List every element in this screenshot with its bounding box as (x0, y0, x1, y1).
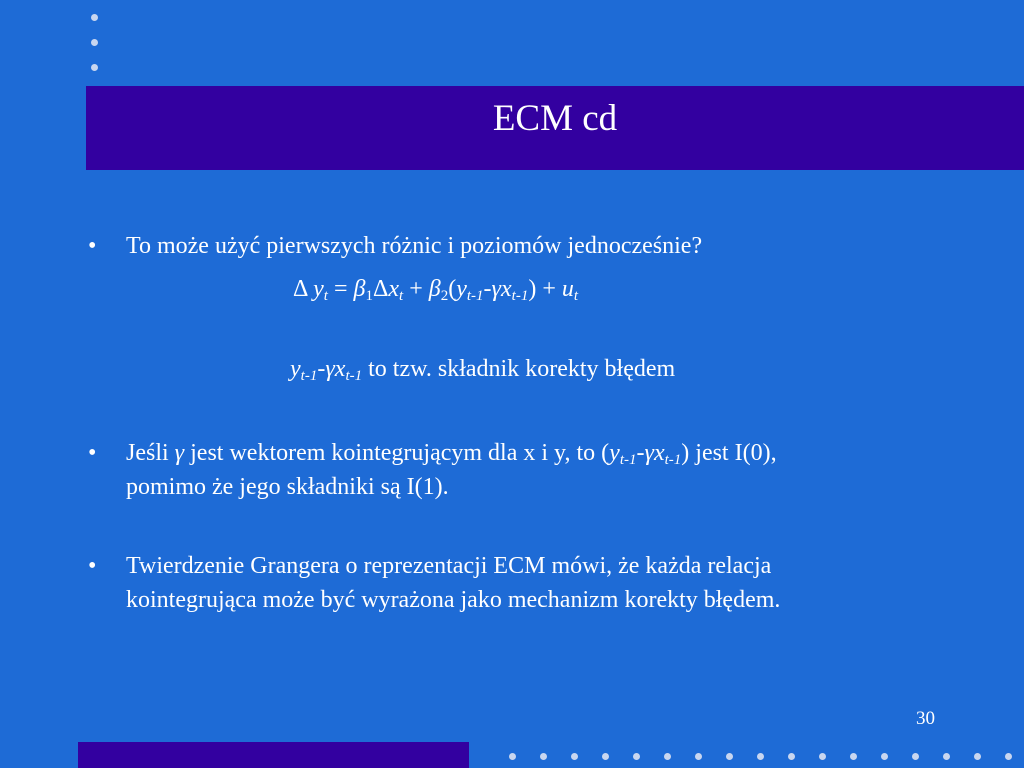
formula-subscript: t-1 (511, 288, 529, 304)
formula-subscript: t-1 (300, 368, 318, 384)
footer-bar (78, 742, 469, 768)
formula-subscript: 1 (365, 288, 373, 304)
formula-symbol: β (353, 276, 366, 302)
formula-symbol: y (456, 276, 467, 302)
bullet-marker: • (88, 440, 97, 466)
formula-symbol: u (561, 276, 574, 302)
formula-symbol: γ (491, 276, 501, 302)
decorative-dot (974, 753, 981, 760)
decorative-dot (540, 753, 547, 760)
decorative-dot (571, 753, 578, 760)
bullet-text: jest wektorem kointegrującym dla x i y, to ( (184, 440, 610, 466)
bullet-1-text: To może użyć pierwszych różnic i poziomów jednocześnie? (126, 233, 703, 259)
formula-symbol: y (609, 440, 620, 466)
formula-symbol: γ (174, 440, 185, 466)
formula-subscript: t (573, 288, 579, 304)
decorative-dot (1005, 753, 1012, 760)
formula-subscript: 2 (440, 288, 449, 304)
formula-symbol: - (636, 440, 645, 466)
bullet-2-line-2: pomimo że jego składniki są I(1). (126, 474, 449, 500)
decorative-dot (912, 753, 919, 760)
formula-symbol: = (327, 276, 354, 302)
decorative-dot (757, 753, 764, 760)
decorative-dot (850, 753, 857, 760)
decorative-dot (664, 753, 671, 760)
formula-symbol: x (334, 356, 346, 382)
bullet-3-line-2: kointegrująca może być wyrażona jako mechanizm korekty błędem. (126, 587, 781, 613)
decorative-dot (943, 753, 950, 760)
formula-subscript: t (323, 288, 328, 304)
formula-symbol: y (290, 356, 301, 382)
decorative-dot (726, 753, 733, 760)
decorative-dot (695, 753, 702, 760)
error-correction-term (290, 356, 675, 383)
formula-symbol: ) (528, 276, 537, 302)
bullet-3-line-1: Twierdzenie Grangera o reprezentacji ECM mówi, że każda relacja (126, 553, 772, 579)
formula-subscript: t-1 (664, 452, 682, 468)
formula-subscript: t (399, 288, 404, 304)
decorative-dot (881, 753, 888, 760)
formula-symbol: - (317, 356, 326, 382)
formula-symbol: γ (644, 440, 654, 466)
decorative-dot (602, 753, 609, 760)
formula-symbol: γ (325, 356, 335, 382)
decorative-dot (509, 753, 516, 760)
formula-symbol: Δ (293, 276, 308, 302)
formula-symbol: - (483, 276, 492, 302)
formula-symbol: + (403, 276, 429, 302)
formula-symbol: y (313, 276, 324, 302)
ecm-formula (293, 276, 578, 303)
formula-symbol: x (388, 276, 400, 302)
formula-subscript: t-1 (466, 288, 484, 304)
formula-symbol: β (428, 276, 441, 302)
slide-title: ECM cd (492, 97, 618, 139)
decorative-dot (788, 753, 795, 760)
bullet-marker: • (88, 233, 97, 259)
decorative-dot (819, 753, 826, 760)
formula-symbol: + (536, 276, 562, 302)
bullet-text: ) jest I(0), (681, 440, 777, 466)
formula-symbol: ( (448, 276, 457, 302)
decorative-dot (633, 753, 640, 760)
bullet-marker: • (88, 553, 97, 579)
formula-symbol: Δ (372, 276, 389, 302)
page-number: 30 (916, 708, 935, 729)
formula-symbol: x (501, 276, 512, 302)
formula-subscript: t-1 (345, 368, 363, 384)
bullet-text: Jeśli (126, 440, 175, 466)
formula-subscript: t-1 (619, 452, 637, 468)
bullet-2-line-1 (126, 440, 777, 467)
formula-symbol: x (653, 440, 665, 466)
formula-description: to tzw. składnik korekty błędem (362, 356, 676, 382)
